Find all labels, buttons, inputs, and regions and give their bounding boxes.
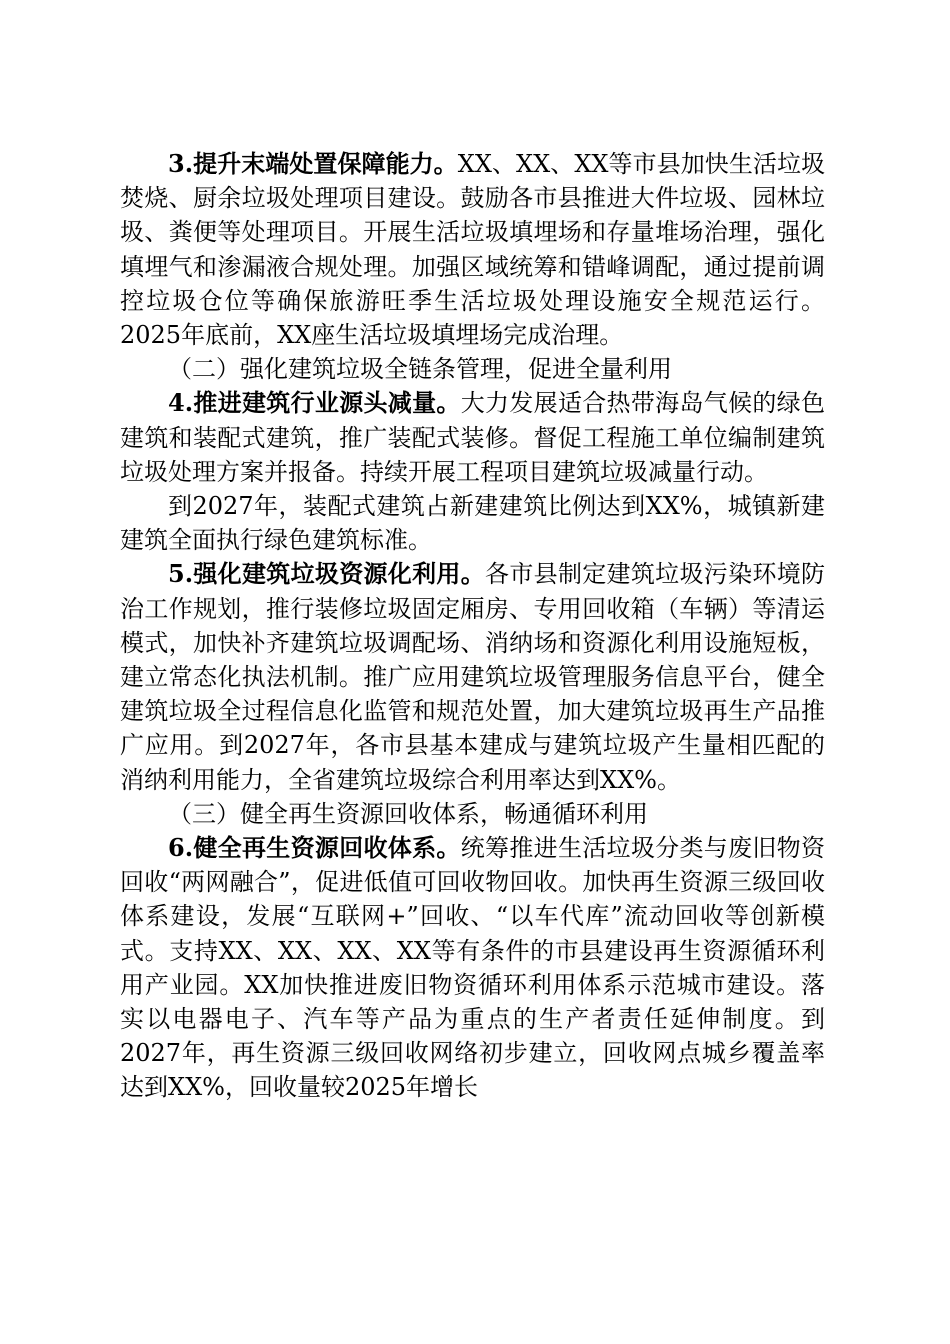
paragraph-5-lead: 5.强化建筑垃圾资源化利用。 <box>168 559 486 589</box>
paragraph-5 <box>120 557 825 796</box>
paragraph-3-lead: 3.提升末端处置保障能力。 <box>168 149 458 178</box>
paragraph-4 <box>120 386 825 489</box>
paragraph-6-lead: 6.健全再生资源回收体系。 <box>168 833 461 863</box>
paragraph-6 <box>120 831 825 1105</box>
paragraph-4-lead: 4.推进建筑行业源头减量。 <box>168 388 461 418</box>
paragraph-4-target-body: 到2027年，装配式建筑占新建建筑比例达到XX%，城镇新建建筑全面执行绿色建筑标准。 <box>120 492 825 555</box>
paragraph-3 <box>120 147 825 352</box>
paragraph-3-body: XX、XX、XX等市县加快生活垃圾焚烧、厨余垃圾处理项目建设。鼓励各市县推进大件垃圾、园林垃圾、粪便等处理项目。开展生活垃圾填埋场和存量堆场治理，强化填埋气和渗漏液合规处理。加强区域统筹和错峰调配，通过提前调控垃圾仓位等确保旅游旺季生活垃圾处理设施安全规范运行。2025年底前，XX座生活垃圾填埋场完成治理。 <box>120 150 826 350</box>
paragraph-5-body: 各市县制定建筑垃圾污染环境防治工作规划，推行装修垃圾固定厢房、专用回收箱（车辆）等清运模式，加快补齐建筑垃圾调配场、消纳场和资源化利用设施短板，建立常态化执法机制。推广应用建筑垃圾管理服务信息平台，健全建筑垃圾全过程信息化监管和规范处置，加大建筑垃圾再生产品推广应用。到2027年，各市县基本建成与建筑垃圾产生量相匹配的消纳利用能力，全省建筑垃圾综合利用率达到XX%。 <box>120 560 825 794</box>
section-heading-2: （二）强化建筑垃圾全链条管理，促进全量利用 <box>168 355 672 384</box>
paragraph-4-target <box>120 489 825 557</box>
paragraph-4-body: 大力发展适合热带海岛气候的绿色建筑和装配式建筑，推广装配式装修。督促工程施工单位编制建筑垃圾处理方案并报备。持续开展工程项目建筑垃圾减量行动。 <box>120 389 825 486</box>
section-heading-3: （三）健全再生资源回收体系，畅通循环利用 <box>168 799 648 828</box>
paragraph-6-body: 统筹推进生活垃圾分类与废旧物资回收“两网融合”，促进低值可回收物回收。加快再生资源三级回收体系建设，发展“互联网+”回收、“以车代库”流动回收等创新模式。支持XX、XX、XX、XX等有条件的市县建设再生资源循环利用产业园。XX加快推进废旧物资循环利用体系示范城市建设。落实以电器电子、汽车等产品为重点的生产者责任延伸制度。到2027年，再生资源三级回收网络初步建立，回收网点城乡覆盖率达到XX%，回收量较2025年增长 <box>120 834 825 1102</box>
document-body <box>120 147 825 1105</box>
